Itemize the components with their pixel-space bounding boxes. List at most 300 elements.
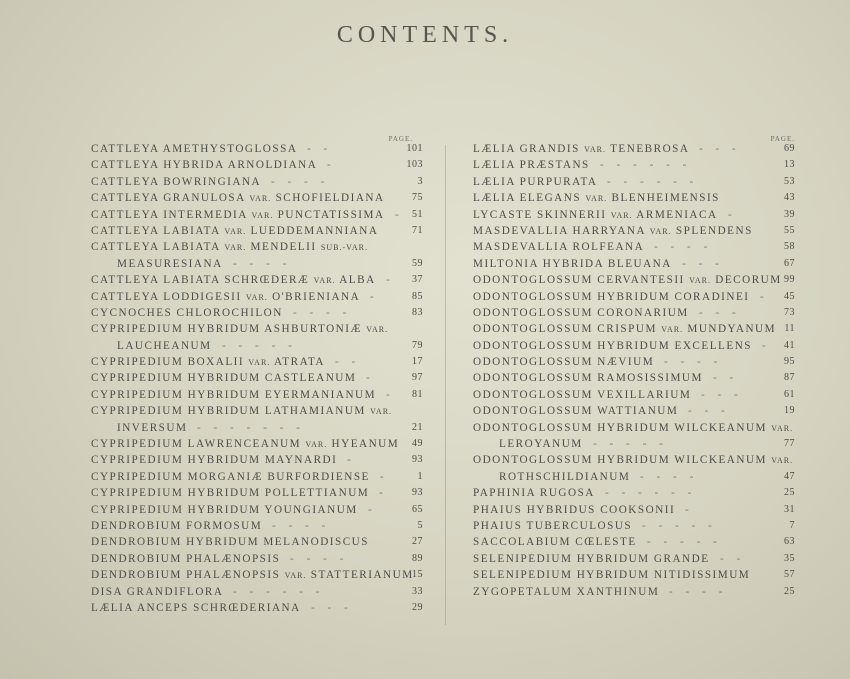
entry-leader-dashes: - - - - - <box>593 438 668 451</box>
entry-title-text: LÆLIA GRANDIS <box>473 143 580 155</box>
entry-page-number: 99 <box>784 274 795 286</box>
entry-title <box>473 207 718 224</box>
contents-entry <box>473 502 795 518</box>
entry-variety-name: MENDELII <box>250 241 317 254</box>
entry-title-text: ODONTOGLOSSUM CERVANTESII <box>473 274 685 287</box>
entry-var-abbrev: VAR. <box>585 194 608 204</box>
entry-title <box>117 256 223 272</box>
entry-leader-dashes: - - - - <box>293 306 352 319</box>
contents-entry <box>91 600 423 616</box>
entry-leader-dashes: - - - - <box>272 519 331 532</box>
entry-title <box>91 321 388 338</box>
entry-leader-dashes: - <box>685 503 694 516</box>
entry-variety-name: HYEANUM <box>331 438 400 451</box>
entry-page-number: 25 <box>784 487 795 499</box>
entry-title-text: ODONTOGLOSSUM HYBRIDUM EXCELLENS <box>473 339 753 352</box>
entry-title <box>91 207 385 224</box>
entry-title <box>91 551 280 567</box>
entry-title-text: ODONTOGLOSSUM NÆVIUM <box>473 356 655 369</box>
contents-entry <box>473 551 795 567</box>
entry-var-abbrev: VAR. <box>649 226 672 236</box>
entry-title <box>91 305 283 321</box>
entry-title-text: CYPRIPEDIUM HYBRIDUM LATHAMIANUM <box>91 405 366 418</box>
entry-title-text: CYPRIPEDIUM HYBRIDUM CASTLEANUM <box>91 372 357 385</box>
entry-title <box>91 469 370 485</box>
entry-leader-dashes: - <box>760 290 769 303</box>
entry-title-text: CATTLEYA AMETHYSTOGLOSSA <box>91 143 298 155</box>
entry-leader-dashes: - - - <box>699 306 741 319</box>
entry-title <box>473 239 644 255</box>
entry-title-text: CYPRIPEDIUM HYBRIDUM POLLETTIANUM <box>91 487 370 500</box>
contents-entry <box>91 420 423 436</box>
entry-var-abbrev: VAR. <box>771 456 794 466</box>
entry-leader-dashes: - - - - <box>290 552 349 565</box>
contents-entry <box>91 157 423 173</box>
entry-page-number: 31 <box>784 503 795 515</box>
entry-leader-dashes: - - - - - <box>647 536 722 549</box>
entry-page-number: 21 <box>412 421 423 433</box>
entry-title-text: PHAIUS HYBRIDUS COOKSONII <box>473 503 676 516</box>
entry-leader-dashes: - - - - - - - <box>197 421 305 434</box>
contents-entry <box>91 403 423 419</box>
entry-variety-name: STATTERIANUM <box>310 569 414 582</box>
entry-leader-dashes: - <box>762 339 771 352</box>
entry-leader-dashes: - - - - <box>654 241 713 254</box>
contents-entry <box>473 485 795 501</box>
entry-title-text: ZYGOPETALUM XANTHINUM <box>473 585 660 598</box>
entry-variety-name: SCHOFIELDIANA <box>275 192 385 205</box>
entry-page-number: 11 <box>784 323 795 335</box>
contents-entry <box>91 256 423 272</box>
entry-title <box>473 223 753 240</box>
entry-title <box>91 600 301 616</box>
entry-title-text: ODONTOGLOSSUM CORONARIUM <box>473 306 689 319</box>
entry-title <box>91 567 414 584</box>
contents-entry <box>91 223 423 239</box>
entry-leader-dashes: - - - <box>682 257 724 270</box>
entry-leader-dashes: - - - - <box>233 257 292 270</box>
entry-title <box>473 502 675 518</box>
entry-title <box>91 289 360 306</box>
entry-title <box>91 370 356 386</box>
entry-variety-name: LUEDDEMANNIANA <box>250 224 379 237</box>
contents-entry <box>91 387 423 403</box>
contents-entry <box>473 223 795 239</box>
entry-title <box>473 338 752 354</box>
entry-title-text: CATTLEYA GRANULOSA <box>91 192 246 205</box>
contents-entry <box>91 289 423 305</box>
entry-page-number: 15 <box>412 569 423 581</box>
entry-page-number: 93 <box>412 487 423 499</box>
column-divider <box>445 145 446 625</box>
page-column-label: PAGE. <box>388 135 413 143</box>
entry-var-abbrev: VAR. <box>584 145 606 154</box>
entry-title <box>473 141 689 158</box>
entry-title <box>91 485 369 501</box>
contents-entry <box>473 452 795 468</box>
entry-title-text: CYPRIPEDIUM HYBRIDUM ASHBURTONIÆ <box>91 323 362 336</box>
contents-entry <box>473 403 795 419</box>
entry-page-number: 53 <box>784 175 795 187</box>
entry-page-number: 69 <box>784 143 795 154</box>
entry-page-number: 1 <box>417 470 423 482</box>
contents-entry <box>473 354 795 370</box>
entry-title-text: CATTLEYA LABIATA SCHRŒDERÆ <box>91 274 310 287</box>
contents-entry <box>473 207 795 223</box>
entry-title-text: ODONTOGLOSSUM RAMOSISSIMUM <box>473 372 703 385</box>
entry-title <box>91 403 392 420</box>
entry-variety-name: ATRATA <box>273 356 325 369</box>
entry-title <box>117 338 212 354</box>
entry-var-abbrev: VAR. <box>366 325 389 335</box>
entry-title <box>473 485 595 501</box>
entry-leader-dashes: - - - - <box>640 470 699 483</box>
entry-page-number: 55 <box>784 224 795 236</box>
entry-title-text: INVERSUM <box>117 421 188 434</box>
entry-leader-dashes: - - <box>335 356 361 369</box>
entry-title <box>473 256 672 272</box>
entry-title-text: CATTLEYA LODDIGESII <box>91 290 242 303</box>
contents-entry <box>91 502 423 518</box>
entry-subvar-abbrev: SUB.-VAR. <box>320 243 368 253</box>
entry-page-number: 97 <box>412 372 423 384</box>
entry-leader-dashes: - - - <box>701 388 743 401</box>
entry-title <box>473 534 637 550</box>
entry-page-number: 85 <box>412 290 423 302</box>
entry-title-text: ODONTOGLOSSUM HYBRIDUM CORADINEI <box>473 290 750 303</box>
entry-page-number: 59 <box>412 257 423 269</box>
entry-title-text: SACCOLABIUM CŒLESTE <box>473 536 637 549</box>
contents-entry <box>473 567 795 583</box>
entry-page-number: 87 <box>784 372 795 384</box>
entry-title-text: MASDEVALLIA ROLFEANA <box>473 241 645 254</box>
entry-var-abbrev: VAR. <box>251 210 274 220</box>
contents-entry <box>91 584 423 600</box>
contents-entry <box>91 272 423 288</box>
entry-title-text: LÆLIA PRÆSTANS <box>473 159 590 172</box>
entry-title <box>473 305 689 321</box>
entry-title <box>91 239 368 256</box>
entry-variety-name: ALBA <box>339 274 376 287</box>
entry-title-text: DENDROBIUM PHALÆNOPSIS <box>91 569 281 582</box>
contents-entry <box>91 518 423 534</box>
entry-title <box>473 584 659 600</box>
contents-entry <box>91 141 423 157</box>
entry-page-number: 81 <box>412 388 423 400</box>
contents-entry <box>473 370 795 386</box>
entry-page-number: 77 <box>784 438 795 450</box>
entry-var-abbrev: VAR. <box>224 243 247 253</box>
entry-title-text: MASDEVALLIA HARRYANA <box>473 224 646 237</box>
entry-page-number: 75 <box>412 192 423 204</box>
entry-leader-dashes: - - - <box>699 143 741 155</box>
entry-leader-dashes: - - - <box>688 405 730 418</box>
entry-title-text: DISA GRANDIFLORA <box>91 585 224 598</box>
contents-entry <box>91 370 423 386</box>
entry-page-number: 71 <box>412 224 423 236</box>
entry-page-number: 101 <box>406 143 423 154</box>
entry-title-text: MILTONIA HYBRIDA BLEUANA <box>473 257 672 270</box>
contents-entry <box>473 338 795 354</box>
entry-title <box>91 223 378 240</box>
contents-entry <box>473 534 795 550</box>
entry-leader-dashes: - <box>379 487 388 500</box>
entry-leader-dashes: - - - - - - <box>607 175 699 188</box>
entry-title <box>91 436 399 453</box>
entry-leader-dashes: - <box>347 454 356 467</box>
entry-title <box>473 354 654 370</box>
entry-title <box>91 534 369 550</box>
entry-page-number: 43 <box>784 192 795 204</box>
entry-page-number: 58 <box>784 241 795 253</box>
entry-leader-dashes: - <box>380 470 389 483</box>
entry-title <box>117 420 187 436</box>
entry-leader-dashes: - <box>395 208 404 221</box>
entry-leader-dashes: - - - - - - <box>605 487 697 500</box>
contents-entry <box>91 534 423 550</box>
entry-page-number: 93 <box>412 454 423 466</box>
entry-title <box>473 174 597 190</box>
entry-page-number: 47 <box>784 470 795 482</box>
entry-variety-name: O'BRIENIANA <box>272 290 361 303</box>
entry-title-text: ODONTOGLOSSUM CRISPUM <box>473 323 657 336</box>
entry-title-text: CATTLEYA INTERMEDIA <box>91 208 248 221</box>
entry-title-text: DENDROBIUM HYBRIDUM MELANODISCUS <box>91 536 369 549</box>
entry-leader-dashes: - - - - - - <box>600 159 692 172</box>
entry-title-text: CYCNOCHES CHLOROCHILON <box>91 306 283 319</box>
entry-page-number: 67 <box>784 257 795 269</box>
contents-entry <box>473 174 795 190</box>
entry-title <box>473 321 776 338</box>
contents-entry <box>473 305 795 321</box>
entry-title-text: LÆLIA ANCEPS SCHRŒDERIANA <box>91 601 301 614</box>
entry-title-text: DENDROBIUM PHALÆNOPSIS <box>91 552 281 565</box>
contents-entry <box>473 321 795 337</box>
entry-title-text: LÆLIA ELEGANS <box>473 192 582 205</box>
entry-title <box>473 518 632 534</box>
entry-leader-dashes: - - <box>720 552 746 565</box>
entry-var-abbrev: VAR. <box>248 358 271 368</box>
entry-variety-name: PUNCTATISSIMA <box>277 208 385 221</box>
entry-leader-dashes: - - - - <box>271 175 330 188</box>
entry-title <box>473 452 793 469</box>
entry-page-number: 57 <box>784 569 795 581</box>
entry-title <box>499 469 630 485</box>
entry-page-number: 73 <box>784 306 795 318</box>
entry-variety-name: TENEBROSA <box>610 143 690 155</box>
entry-title-text: CYPRIPEDIUM HYBRIDUM EYERMANIANUM <box>91 388 377 401</box>
entry-title <box>91 190 385 207</box>
entry-title-text: CYPRIPEDIUM BOXALII <box>91 356 245 369</box>
contents-entry <box>91 321 423 337</box>
entry-page-number: 39 <box>784 208 795 220</box>
entry-title-text: ODONTOGLOSSUM HYBRIDUM WILCKEANUM <box>473 421 767 434</box>
entry-title-text: CATTLEYA BOWRINGIANA <box>91 175 262 188</box>
entry-variety-name: SPLENDENS <box>675 224 753 237</box>
page-title: CONTENTS. <box>336 22 514 48</box>
contents-entry <box>91 174 423 190</box>
entry-page-number: 25 <box>784 585 795 597</box>
entry-page-number: 65 <box>412 503 423 515</box>
entry-page-number: 29 <box>412 601 423 613</box>
contents-entry <box>91 436 423 452</box>
entry-title-text: CYPRIPEDIUM HYBRIDUM YOUNGIANUM <box>91 503 358 516</box>
entry-title-text: LÆLIA PURPURATA <box>473 175 598 188</box>
entry-leader-dashes: - <box>368 503 377 516</box>
entry-title <box>91 502 358 518</box>
entry-title-text: ODONTOGLOSSUM VEXILLARIUM <box>473 388 692 401</box>
entry-leader-dashes: - - - - - <box>222 339 297 352</box>
contents-entry <box>473 584 795 600</box>
entry-var-abbrev: VAR. <box>245 292 268 302</box>
entry-title-text: CYPRIPEDIUM MORGANIÆ BURFORDIENSE <box>91 470 370 483</box>
entry-title-text: ODONTOGLOSSUM WATTIANUM <box>473 405 679 418</box>
entry-title <box>91 141 297 157</box>
contents-entry <box>473 387 795 403</box>
entry-title <box>473 370 703 386</box>
entry-var-abbrev: VAR. <box>771 423 794 433</box>
entry-page-number: 83 <box>412 306 423 318</box>
entry-page-number: 27 <box>412 536 423 548</box>
entry-page-number: 13 <box>784 159 795 171</box>
entry-var-abbrev: VAR. <box>610 210 633 220</box>
entry-leader-dashes: - <box>366 372 375 385</box>
entry-page-number: 95 <box>784 356 795 368</box>
entry-page-number: 35 <box>784 552 795 564</box>
entry-var-abbrev: VAR. <box>284 571 307 581</box>
entry-title <box>91 518 262 534</box>
entry-title-text: SELENIPEDIUM HYBRIDUM NITIDISSIMUM <box>473 569 751 582</box>
entry-page-number: 3 <box>417 175 423 187</box>
entry-page-number: 7 <box>789 519 795 531</box>
contents-entry <box>91 551 423 567</box>
contents-entry <box>473 420 795 436</box>
contents-entry <box>473 469 795 485</box>
entry-title <box>473 289 750 305</box>
entry-title-text: CATTLEYA LABIATA <box>91 224 221 237</box>
entry-title <box>499 436 583 452</box>
contents-entry <box>91 485 423 501</box>
entry-leader-dashes: - <box>386 388 395 401</box>
entry-leader-dashes: - - <box>713 372 739 385</box>
contents-entry <box>91 354 423 370</box>
entry-var-abbrev: VAR. <box>305 440 328 450</box>
contents-entry <box>473 518 795 534</box>
entry-leader-dashes: - - - - - <box>642 519 717 532</box>
entry-title-text: PAPHINIA RUGOSA <box>473 487 595 500</box>
entry-title <box>91 157 317 173</box>
contents-entry <box>91 239 423 255</box>
contents-entry <box>473 141 795 157</box>
entry-title <box>473 272 782 289</box>
entry-leader-dashes: - <box>386 274 395 287</box>
entry-page-number: 103 <box>406 159 423 171</box>
entry-title-text: MEASURESIANA <box>117 257 223 270</box>
entry-page-number: 37 <box>412 274 423 286</box>
entry-leader-dashes: - - - - <box>669 585 728 598</box>
entry-page-number: 41 <box>784 339 795 351</box>
entry-title-text: LEROYANUM <box>499 438 583 451</box>
contents-entry <box>473 190 795 206</box>
entry-title <box>473 420 793 437</box>
entry-title <box>473 551 710 567</box>
entry-title-text: SELENIPEDIUM HYBRIDUM GRANDE <box>473 552 710 565</box>
contents-entry <box>91 305 423 321</box>
contents-entry <box>473 157 795 173</box>
entry-title <box>91 272 376 289</box>
entry-title-text: LAUCHEANUM <box>117 339 212 352</box>
entry-leader-dashes: - - - - - - <box>233 585 325 598</box>
entry-page-number: 51 <box>412 208 423 220</box>
entry-title <box>473 190 720 207</box>
entry-page-number: 5 <box>417 519 423 531</box>
entry-title <box>473 387 691 403</box>
entry-page-number: 19 <box>784 405 795 417</box>
contents-entry <box>91 190 423 206</box>
page-column-label: PAGE. <box>770 135 795 143</box>
entry-page-number: 49 <box>412 438 423 450</box>
contents-entry <box>91 207 423 223</box>
entry-variety-name: BLENHEIMENSIS <box>611 192 720 205</box>
entry-page-number: 79 <box>412 339 423 351</box>
entry-title <box>91 174 261 190</box>
entry-title <box>91 452 337 468</box>
entry-variety-name: ARMENIACA <box>636 208 718 221</box>
entry-var-abbrev: VAR. <box>249 194 272 204</box>
entry-leader-dashes: - - <box>307 143 333 155</box>
entry-page-number: 63 <box>784 536 795 548</box>
contents-entry <box>473 256 795 272</box>
entry-leader-dashes: - - - <box>311 601 353 614</box>
entry-title-text: LYCASTE SKINNERII <box>473 208 607 221</box>
entry-title-text: CATTLEYA LABIATA <box>91 241 221 254</box>
entry-var-abbrev: VAR. <box>224 226 247 236</box>
entry-var-abbrev: VAR. <box>661 325 684 335</box>
entry-title <box>473 157 590 173</box>
entry-title-text: PHAIUS TUBERCULOSUS <box>473 519 633 532</box>
entry-page-number: 33 <box>412 585 423 597</box>
entry-title-text: ODONTOGLOSSUM HYBRIDUM WILCKEANUM <box>473 454 767 467</box>
entry-title-text: CYPRIPEDIUM LAWRENCEANUM <box>91 438 302 451</box>
contents-entry <box>473 239 795 255</box>
contents-column-left <box>91 135 423 616</box>
entry-title-text: DENDROBIUM FORMOSUM <box>91 519 263 532</box>
entry-title-text: ROTHSCHILDIANUM <box>499 470 631 483</box>
contents-entry <box>473 436 795 452</box>
entry-var-abbrev: VAR. <box>370 407 393 417</box>
contents-entry <box>91 452 423 468</box>
entry-title-text: CYPRIPEDIUM HYBRIDUM MAYNARDI <box>91 454 338 467</box>
contents-entry <box>91 338 423 354</box>
entry-title <box>91 354 325 371</box>
contents-entry <box>473 272 795 288</box>
contents-column-right <box>473 135 795 600</box>
entry-title <box>473 403 678 419</box>
entry-leader-dashes: - <box>327 159 336 172</box>
entry-leader-dashes: - <box>728 208 737 221</box>
entry-title <box>91 584 223 600</box>
entry-page-number: 61 <box>784 388 795 400</box>
entry-title <box>91 387 376 403</box>
entry-leader-dashes: - <box>370 290 379 303</box>
contents-entry <box>91 567 423 583</box>
entry-page-number: 45 <box>784 290 795 302</box>
entry-title <box>473 567 750 583</box>
entry-title-text: CATTLEYA HYBRIDA ARNOLDIANA <box>91 159 318 172</box>
entry-var-abbrev: VAR. <box>689 276 711 286</box>
entry-page-number: 89 <box>412 552 423 564</box>
entry-var-abbrev: VAR. <box>313 276 336 286</box>
